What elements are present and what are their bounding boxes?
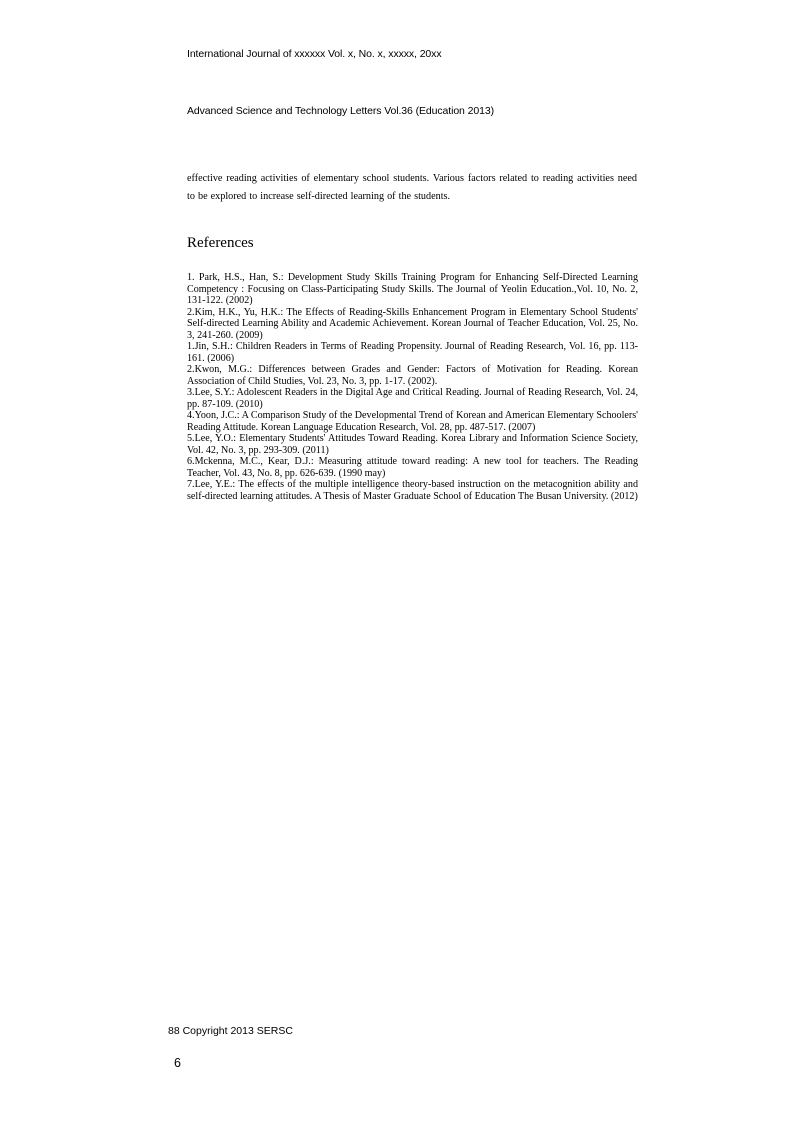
reference-item: 5.Lee, Y.O.: Elementary Students' Attitudes Toward Reading. Korea Library and Information Science Society, Vol. 42, No. 3, pp. 293-309. (2011): [187, 433, 638, 456]
journal-header: International Journal of xxxxxx Vol. x, No. x, xxxxx, 20xx: [187, 48, 442, 60]
reference-item: 3.Lee, S.Y.: Adolescent Readers in the Digital Age and Critical Reading. Journal of Reading Research, Vol. 24, pp. 87-109. (2010): [187, 387, 638, 410]
footer-copyright: 88 Copyright 2013 SERSC: [168, 1025, 293, 1037]
reference-item: 7.Lee, Y.E.: The effects of the multiple intelligence theory-based instruction on the metacognition ability and self-directed learning attitudes. A Thesis of Master Graduate School of Education The Busan University. (2012): [187, 479, 638, 502]
references-list: [187, 272, 638, 502]
page-number: 6: [174, 1056, 181, 1070]
reference-item: 2.Kim, H.K., Yu, H.K.: The Effects of Reading-Skills Enhancement Program in Elementary School Students' Self-directed Learning Ability and Academic Achievement. Korean Journal of Teacher Education, Vol. 25, No. 3, 241-260. (2009): [187, 306, 638, 341]
references-heading: References: [187, 235, 254, 251]
reference-item: 6.Mckenna, M.C., Kear, D.J.: Measuring attitude toward reading: A new tool for teachers. The Reading Teacher, Vol. 43, No. 8, pp. 626-639. (1990 may): [187, 456, 638, 479]
reference-item: 2.Kwon, M.G.: Differences between Grades and Gender: Factors of Motivation for Reading. Korean Association of Child Studies, Vol. 23, No. 3, pp. 1-17. (2002).: [187, 364, 638, 387]
reference-item: 4.Yoon, J.C.: A Comparison Study of the Developmental Trend of Korean and American Elementary Schoolers' Reading Attitude. Korean Language Education Research, Vol. 28, pp. 487-517. (2007): [187, 410, 638, 433]
body-paragraph: effective reading activities of elementary school students. Various factors related to reading activities need to be explored to increase self-directed learning of the students.: [187, 173, 637, 202]
reference-item: 1. Park, H.S., Han, S.: Development Study Skills Training Program for Enhancing Self-Directed Learning Competency : Focusing on Class-Participating Study Skills. The Journal of Yeolin Education.,Vol. 10, No. 2, 131-122. (2002): [187, 272, 638, 306]
reference-item: 1.Jin, S.H.: Children Readers in Terms of Reading Propensity. Journal of Reading Research, Vol. 16, pp. 113-161. (2006): [187, 341, 638, 364]
volume-header: Advanced Science and Technology Letters Vol.36 (Education 2013): [187, 105, 494, 117]
